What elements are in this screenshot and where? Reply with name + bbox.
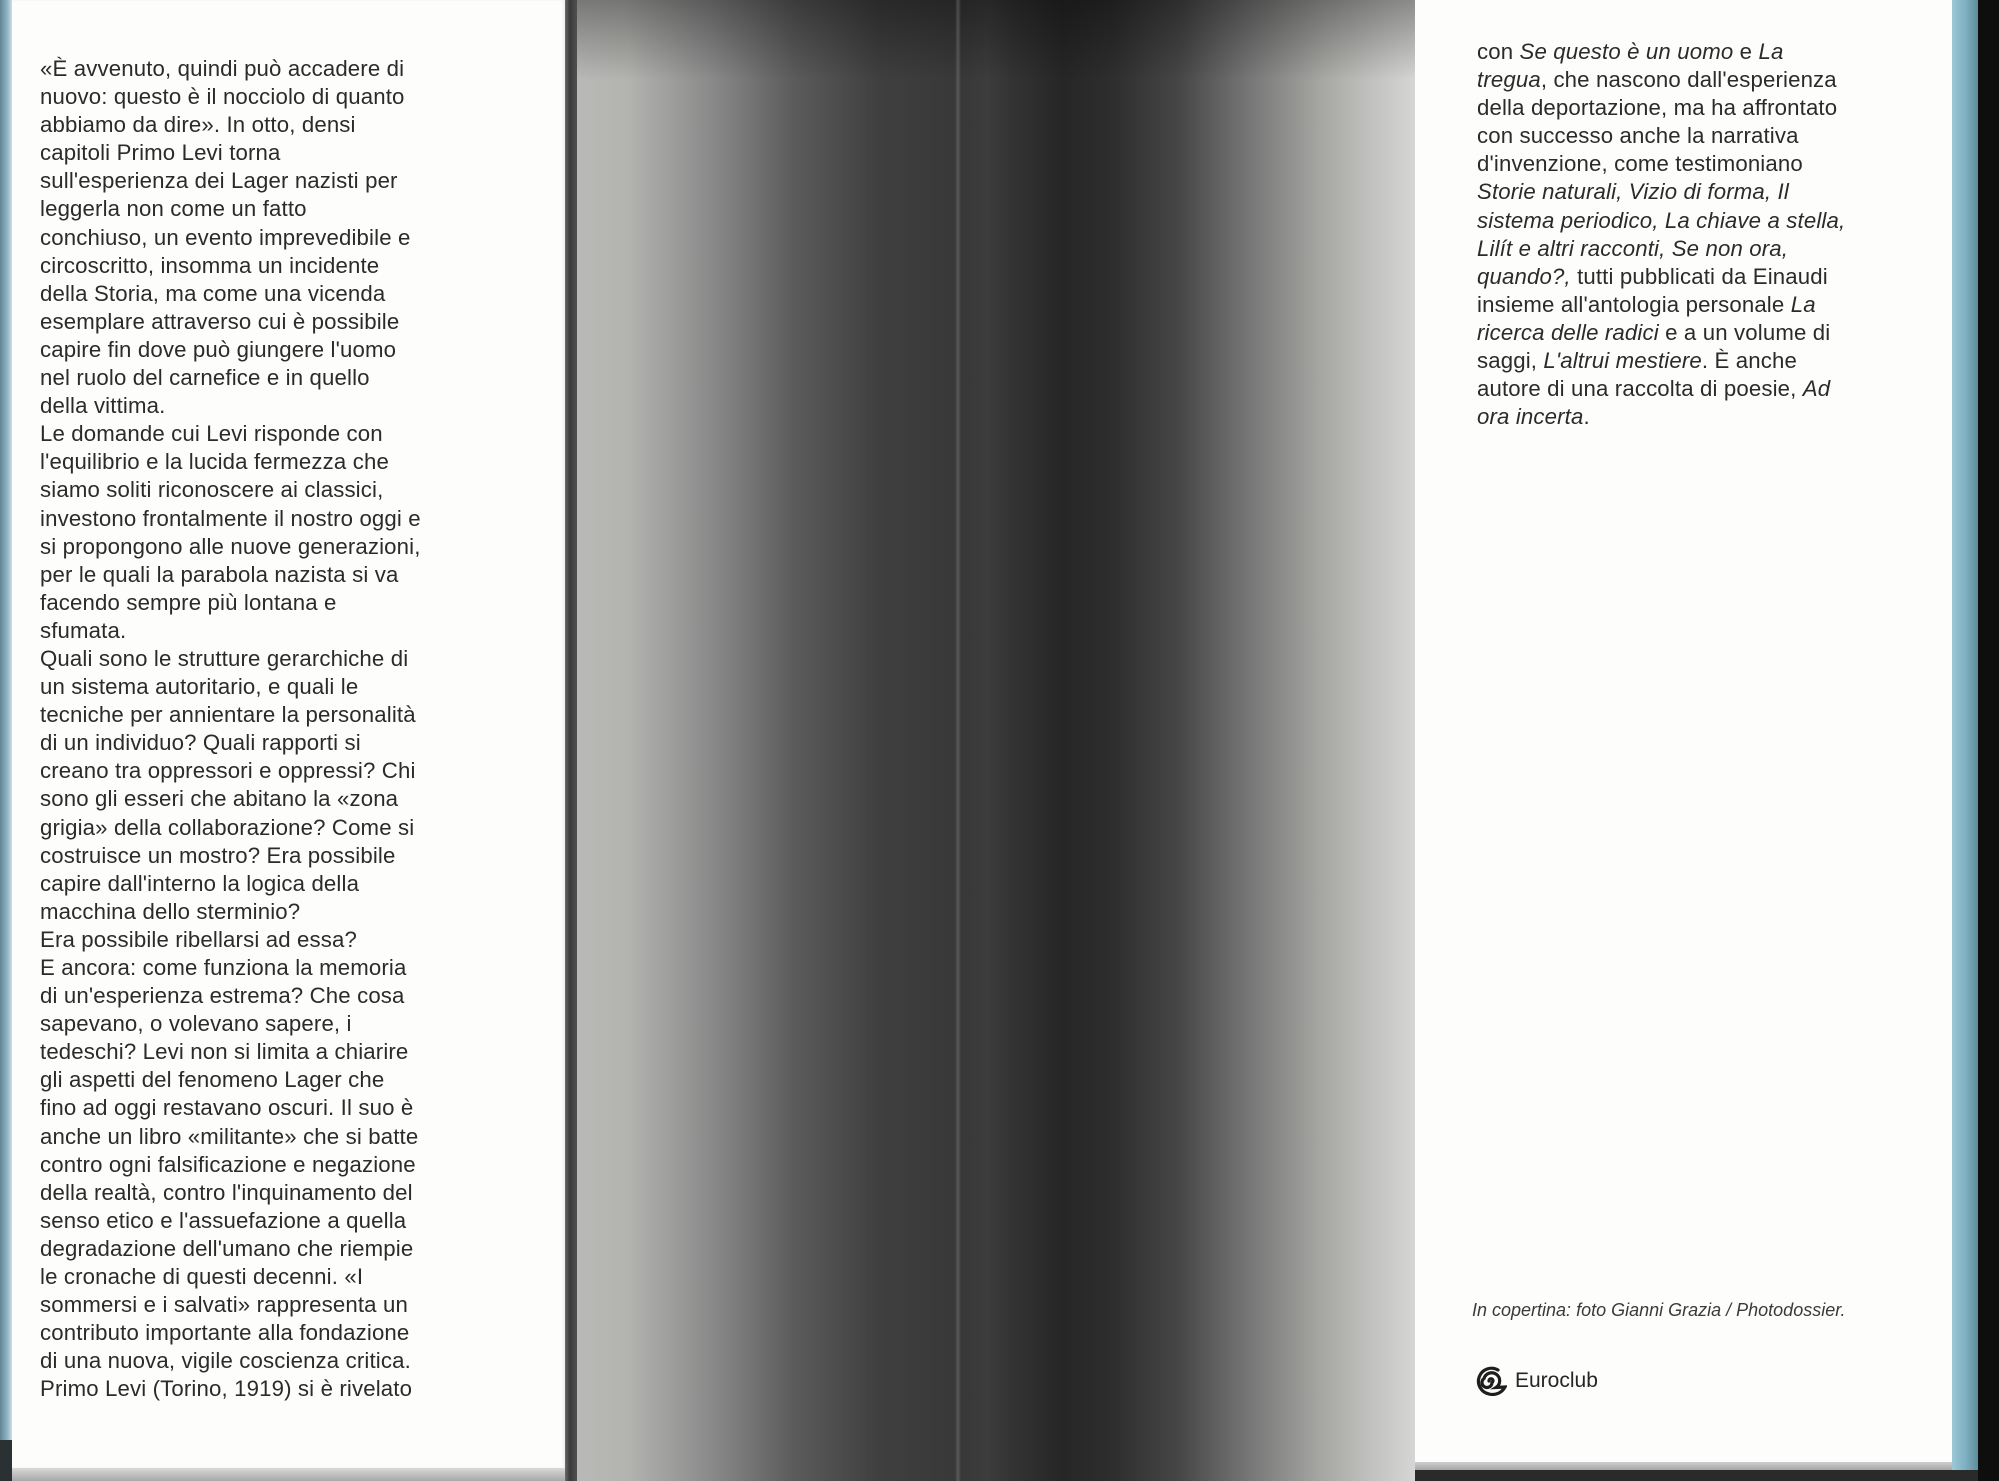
spine-fold-line	[955, 0, 961, 1481]
italic-title-run: Se questo è un uomo	[1519, 39, 1734, 64]
left-edge-shadow	[0, 1440, 12, 1481]
text-run: insieme all'antologia personale	[1477, 291, 1791, 317]
italic-title-run: tregua	[1477, 67, 1541, 93]
text-line: le cronache di questi decenni. «I	[40, 1264, 364, 1290]
right-blue-edge	[1952, 0, 1978, 1470]
text-line: circoscritto, insomma un incidente	[40, 252, 380, 278]
text-line: tecniche per annientare la personalità	[40, 702, 416, 728]
text-line: E ancora: come funziona la memoria	[40, 955, 407, 980]
middle-top-shadow	[577, 0, 1415, 80]
text-line: contributo importante alla fondazione	[40, 1320, 410, 1346]
text-run: .	[1583, 404, 1590, 430]
spiral-logo-icon	[1473, 1366, 1507, 1396]
text-line: sull'esperienza dei Lager nazisti per	[40, 168, 398, 194]
text-line: sommersi e i salvati» rappresenta un	[40, 1292, 408, 1318]
text-line: abbiamo da dire». In otto, densi	[40, 112, 356, 138]
text-run: tutti pubblicati da Einaudi	[1570, 263, 1828, 289]
left-crease	[565, 0, 577, 1481]
text-line	[1477, 263, 1947, 291]
text-line: fino ad oggi restavano oscuri. Il suo è	[40, 1095, 414, 1121]
text-line: della vittima.	[40, 393, 166, 419]
right-flap-text	[1477, 38, 1947, 431]
text-line: facendo sempre più lontana e	[40, 589, 337, 615]
text-line: capire dall'interno la logica della	[40, 870, 360, 896]
text-run: saggi,	[1477, 348, 1544, 374]
text-run: con	[1477, 39, 1520, 64]
text-line: l'equilibrio e la lucida fermezza che	[40, 449, 389, 475]
bottom-dark-edge	[1415, 1470, 1999, 1481]
text-line: di un'esperienza estrema? Che cosa	[40, 983, 405, 1009]
text-line: degradazione dell'umano che riempie	[40, 1235, 414, 1261]
italic-title-run: Lilít e altri racconti, Se non ora,	[1477, 235, 1789, 261]
text-line	[1477, 235, 1947, 263]
text-line: di un individuo? Quali rapporti si	[40, 730, 361, 756]
text-line: sono gli esseri che abitano la «zona	[40, 786, 399, 812]
text-line: conchiuso, un evento imprevedibile e	[40, 224, 411, 250]
text-line: della realtà, contro l'inquinamento del	[40, 1179, 413, 1205]
text-line: siamo soliti riconoscere ai classici,	[40, 477, 384, 503]
text-run: , che nascono dall'esperienza	[1540, 67, 1837, 93]
text-line	[1477, 150, 1947, 178]
text-line: sfumata.	[40, 617, 127, 643]
text-line: creano tra oppressori e oppressi? Chi	[40, 758, 416, 784]
text-line: «È avvenuto, quindi può accadere di	[40, 56, 405, 81]
italic-title-run: L'altrui mestiere	[1543, 348, 1702, 374]
text-line: Era possibile ribellarsi ad essa?	[40, 926, 357, 952]
text-line: anche un libro «militante» che si batte	[40, 1123, 419, 1149]
text-line	[1477, 207, 1947, 235]
text-line: senso etico e l'assuefazione a quella	[40, 1207, 407, 1233]
text-line: tedeschi? Levi non si limita a chiarire	[40, 1039, 409, 1065]
left-flap-text	[40, 55, 560, 1404]
text-line: macchina dello sterminio?	[40, 898, 301, 924]
left-flap-bottom-shadow	[12, 1468, 565, 1481]
text-line: nel ruolo del carnefice e in quello	[40, 365, 370, 391]
text-line	[1477, 291, 1947, 319]
text-run: e a un volume di	[1658, 319, 1831, 345]
text-line: costruisce un mostro? Era possibile	[40, 842, 396, 868]
text-line: Le domande cui Levi risponde con	[40, 421, 383, 447]
text-run: della deportazione, ma ha affrontato	[1477, 95, 1838, 121]
text-line: gli aspetti del fenomeno Lager che	[40, 1067, 385, 1093]
text-line: contro ogni falsificazione e negazione	[40, 1151, 416, 1177]
text-line: Quali sono le strutture gerarchiche di	[40, 645, 409, 671]
text-line	[1477, 347, 1947, 375]
text-line: si propongono alle nuove generazioni,	[40, 533, 421, 559]
text-line: investono frontalmente il nostro oggi e	[40, 505, 421, 531]
cover-credit: In copertina: foto Gianni Grazia / Photodossier.	[1472, 1300, 1846, 1320]
text-line	[1477, 94, 1947, 122]
text-line: grigia» della collaborazione? Come si	[40, 814, 415, 840]
right-black-edge	[1978, 0, 1999, 1481]
text-run: . È anche	[1701, 348, 1797, 374]
italic-title-run: La	[1758, 39, 1784, 64]
text-run: con successo anche la narrativa	[1477, 123, 1799, 149]
text-line	[1477, 375, 1947, 403]
italic-title-run: La	[1790, 291, 1816, 317]
text-line: della Storia, ma come una vicenda	[40, 280, 386, 306]
italic-title-run: quando?,	[1477, 263, 1571, 289]
text-line: Primo Levi (Torino, 1919) si è rivelato	[40, 1376, 413, 1402]
publisher-mark	[1473, 1366, 1598, 1396]
text-line	[1477, 38, 1947, 66]
italic-title-run: Ad	[1802, 376, 1831, 402]
italic-title-run: ricerca delle radici	[1477, 319, 1659, 345]
text-line	[1477, 319, 1947, 347]
text-line: un sistema autoritario, e quali le	[40, 674, 359, 700]
text-line: capitoli Primo Levi torna	[40, 140, 281, 166]
left-blue-edge	[0, 0, 12, 1481]
text-line	[1477, 403, 1947, 431]
text-line: nuovo: questo è il nocciolo di quanto	[40, 84, 405, 110]
text-run: d'invenzione, come testimoniano	[1477, 151, 1803, 177]
italic-title-run: Storie naturali, Vizio di forma, Il	[1477, 179, 1789, 205]
text-line	[1477, 122, 1947, 150]
text-line: leggerla non come un fatto	[40, 196, 307, 222]
jacket-inside-gradient	[577, 0, 1415, 1481]
italic-title-run: ora incerta	[1477, 404, 1584, 430]
text-line: sapevano, o volevano sapere, i	[40, 1011, 352, 1037]
text-run: autore di una raccolta di poesie,	[1477, 376, 1803, 402]
text-line: esemplare attraverso cui è possibile	[40, 308, 400, 334]
text-line	[1477, 178, 1947, 206]
italic-title-run: sistema periodico, La chiave a stella,	[1477, 207, 1846, 233]
publisher-name: Euroclub	[1515, 1369, 1598, 1392]
text-run: e	[1733, 39, 1759, 64]
text-line	[1477, 66, 1947, 94]
text-line: per le quali la parabola nazista si va	[40, 561, 399, 587]
text-line: capire fin dove può giungere l'uomo	[40, 336, 397, 362]
text-line: di una nuova, vigile coscienza critica.	[40, 1348, 411, 1374]
